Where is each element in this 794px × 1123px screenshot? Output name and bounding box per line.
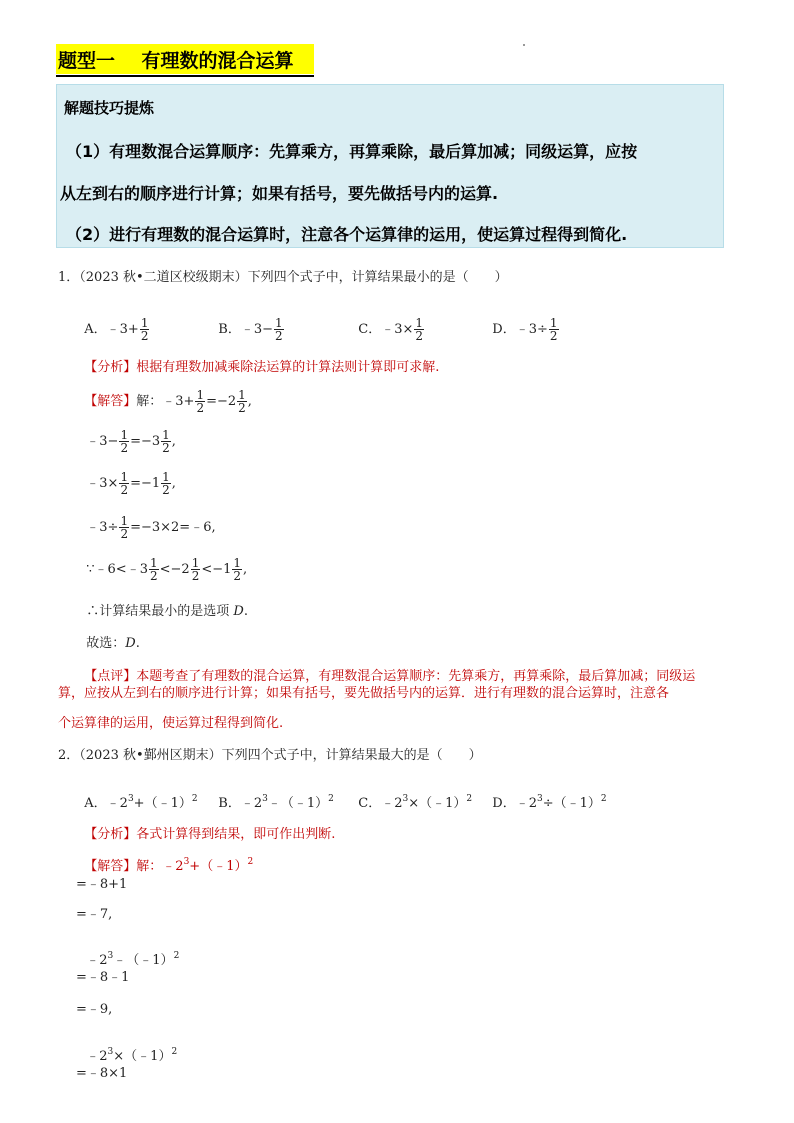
q1-analysis [76, 341, 439, 375]
q1-option-b-text: B．﹣3− [218, 322, 273, 337]
q2-option-b: B．$﹣2^3﹣(﹣1)^2$ [218, 794, 334, 811]
tips-line-3: （2）进行有理数的混合运算时，注意各个运算律的运用，使运算过程得到简化. [66, 225, 628, 244]
tips-line-2: 从左到右的顺序进行计算；如果有括号，要先做括号内的运算. [60, 184, 499, 203]
solution-tag: 【解答】 [84, 859, 137, 874]
q2-step-4: =﹣8﹣1 [76, 970, 130, 985]
q1-option-d [484, 302, 560, 342]
q1-conclusion: ∴计算结果最小的是选项 D. [86, 604, 248, 619]
q2-step-6: $﹣2^3\times(﹣1)^2$ [86, 1047, 178, 1064]
q1-comment-line-2: 算，应按从左到右的顺序进行计算；如果有括号，要先做括号内的运算．进行有理数的混合运算时，注意各 [58, 686, 670, 701]
tips-heading: 解题技巧提炼 [64, 99, 155, 117]
q1-comparison: ∵﹣6<﹣3 $\frac{1}{2}$ <−2 $\frac{1}{2}$ <−1 $\frac{1}{2}$ , [86, 556, 248, 583]
q1-stem: 1．（2023 秋•二道区校级期末）下列四个式子中，计算结果最小的是（ ） [58, 270, 508, 285]
q1-option-c [350, 302, 425, 342]
solution-tag: 【解答】 [84, 394, 137, 409]
fraction-half: $\frac{1}{2}$ [415, 316, 424, 343]
q2-option-a: A．$﹣2^3+(﹣1)^2$ [84, 794, 198, 811]
q2-step-5: =﹣9, [76, 1002, 113, 1017]
speck [523, 44, 525, 46]
analysis-text: 各式计算得到结果，即可作出判断. [136, 827, 336, 842]
q2-stem: 2．（2023 秋•鄞州区期末）下列四个式子中，计算结果最大的是（ ） [58, 748, 482, 763]
fraction-half: $\frac{1}{2}$ [140, 316, 149, 343]
q1-option-a [76, 302, 150, 342]
q2-analysis [76, 808, 335, 842]
q2-step-7: =﹣8×1 [76, 1066, 128, 1081]
analysis-tag: 【分析】 [84, 827, 137, 842]
analysis-tag: 【分析】 [84, 360, 137, 375]
q1-comment-line-1: 【点评】本题考查了有理数的混合运算，有理数混合运算顺序：先算乘方，再算乘除，最后算加减；同级运 [84, 669, 696, 684]
q2-step-1: =﹣8+1 [76, 877, 128, 892]
comment-tag: 【点评】 [84, 669, 137, 684]
analysis-text: 根据有理数加减乘除法运算的计算法则计算即可求解. [136, 360, 440, 375]
q1-option-c-text: C．﹣3× [358, 322, 414, 337]
q1-comment-line-3: 个运算律的运用，使运算过程得到简化. [58, 716, 284, 731]
q1-option-b [210, 302, 285, 342]
q1-option-d-text: D．﹣3÷ [492, 322, 548, 337]
tips-line-1: （1）有理数混合运算顺序：先算乘方，再算乘除，最后算加减；同级运算，应按 [66, 142, 638, 161]
q2-step-3: $﹣2^3﹣(﹣1)^2$ [86, 951, 180, 968]
q2-solution-line-1: 【解答】解：$﹣2^3+(﹣1)^2$ [84, 857, 254, 874]
q2-option-c: C．$﹣2^3\times(﹣1)^2$ [358, 794, 473, 811]
section-title: 题型一 有理数的混合运算 [58, 50, 294, 72]
q1-solution-line-3: ﹣3× $\frac{1}{2}$ =−1 $\frac{1}{2}$ , [86, 470, 176, 497]
q2-option-d: D．$﹣2^3\div(﹣1)^2$ [492, 794, 607, 811]
q1-answer: 故选：D. [86, 636, 140, 651]
title-underline [56, 75, 314, 77]
fraction-half: $\frac{1}{2}$ [274, 316, 283, 343]
fraction-half: $\frac{1}{2}$ [549, 316, 558, 343]
q1-solution-line-4: ﹣3÷ $\frac{1}{2}$ =−3×2=﹣6, [86, 514, 216, 541]
q1-solution-line-1: 【解答】解：﹣3+ $\frac{1}{2}$ =−2 $\frac{1}{2}$ , [84, 388, 252, 415]
q1-solution-line-2: ﹣3− $\frac{1}{2}$ =−3 $\frac{1}{2}$ , [86, 428, 176, 455]
q2-step-2: =﹣7, [76, 907, 113, 922]
q1-option-a-text: A．﹣3+ [84, 322, 139, 337]
